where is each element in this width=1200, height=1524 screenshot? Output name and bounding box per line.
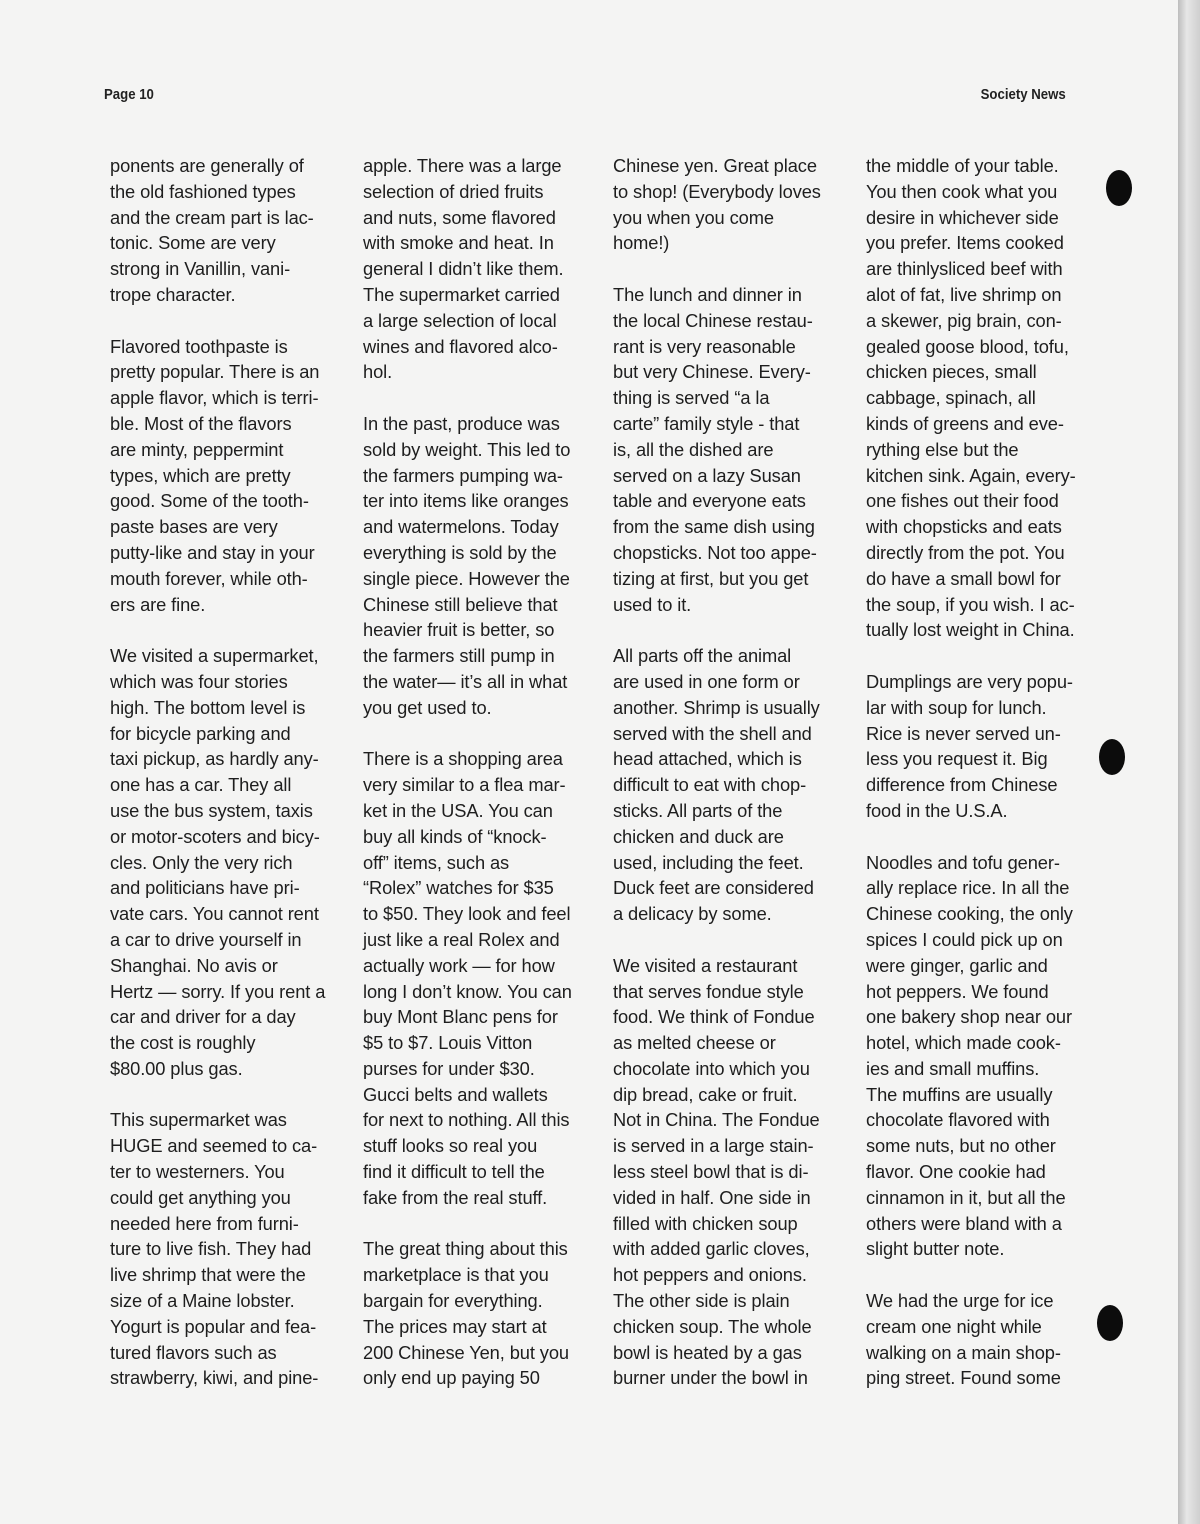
text-line: Yogurt is popular and fea- [110,1315,317,1337]
text-line: to shop! (Everybody loves [613,180,821,202]
text-line: food in the U.S.A. [866,799,1008,821]
text-line: cinnamon in it, but all the [866,1186,1066,1208]
text-line: ture to live fish. They had [110,1238,312,1260]
text-line: rything else but the [866,438,1019,460]
text-line: hot peppers. We found [866,980,1049,1002]
text-line: car and driver for a day [110,1006,296,1028]
text-line: sticks. All parts of the [613,799,783,821]
text-line: Hertz — sorry. If you rent a [110,980,326,1002]
text-line: kitchen sink. Again, every- [866,464,1076,486]
text-line: Flavored toothpaste is [110,335,288,357]
text-line: taxi pickup, as hardly any- [110,748,319,770]
text-line: the old fashioned types [110,180,296,202]
text-line: thing is served “a la [613,387,770,409]
text-line: We visited a restaurant [613,954,798,976]
text-line: ies and small muffins. [866,1057,1040,1079]
text-line: but very Chinese. Every- [613,361,811,383]
text-line: off” items, such as [363,851,510,873]
text-line: a delicacy by some. [613,903,772,925]
text-line: walking on a main shop- [866,1341,1061,1363]
text-line: fake from the real stuff. [363,1186,548,1208]
text-line: less you request it. Big [866,748,1048,770]
text-line: ket in the USA. You can [363,799,553,821]
text-line: were ginger, garlic and [866,954,1048,976]
text-line: the cost is roughly [110,1032,256,1054]
text-line: types, which are pretty [110,464,291,486]
text-line: and nuts, some flavored [363,206,556,228]
text-line: stuff looks so real you [363,1135,538,1157]
text-line: ter to westerners. You [110,1161,285,1183]
paragraph [866,1288,1111,1391]
text-line: and the cream part is lac- [110,206,314,228]
text-line: difficult to eat with chop- [613,774,807,796]
text-line: the water— it’s all in what [363,670,568,692]
text-line: to $50. They look and feel [363,903,571,925]
article-column-3 [613,153,858,1417]
text-line: wines and flavored alco- [363,335,558,357]
text-line: is served in a large stain- [613,1135,814,1157]
text-line: cream one night while [866,1315,1042,1337]
text-line: alot of fat, live shrimp on [866,283,1062,305]
paragraph [363,411,608,721]
paragraph [613,153,858,256]
text-line: Chinese cooking, the only [866,903,1073,925]
text-line: is, all the dished are [613,438,774,460]
text-line: pretty popular. There is an [110,361,320,383]
text-line: as melted cheese or [613,1032,776,1054]
text-line: vate cars. You cannot rent [110,903,319,925]
text-line: another. Shrimp is usually [613,696,820,718]
text-line: The other side is plain [613,1290,790,1312]
paragraph [363,153,608,385]
text-line: head attached, which is [613,748,802,770]
text-line: less steel bowl that is di- [613,1161,809,1183]
text-line: high. The bottom level is [110,696,306,718]
text-line: Chinese still believe that [363,593,558,615]
text-line: do have a small bowl for [866,567,1061,589]
text-line: purses for under $30. [363,1057,535,1079]
text-line: ping street. Found some [866,1367,1061,1389]
text-line: with chopsticks and eats [866,516,1062,538]
text-line: use the bus system, taxis [110,799,313,821]
text-line: are used in one form or [613,670,800,692]
text-line: just like a real Rolex and [363,928,560,950]
text-line: cles. Only the very rich [110,851,293,873]
text-line: everything is sold by the [363,541,557,563]
text-line: strong in Vanillin, vani- [110,258,291,280]
article-column-4 [866,153,1111,1417]
text-line: bowl is heated by a gas [613,1341,802,1363]
page-number: Page 10 [104,86,154,103]
text-line: live shrimp that were the [110,1264,306,1286]
text-line: long I don’t know. You can [363,980,572,1002]
text-line: from the same dish using [613,516,815,538]
text-line: The lunch and dinner in [613,283,802,305]
text-line: Noodles and tofu gener- [866,851,1060,873]
paragraph [613,953,858,1392]
text-line: filled with chicken soup [613,1212,798,1234]
text-line: sold by weight. This led to [363,438,571,460]
text-line: strawberry, kiwi, and pine- [110,1367,319,1389]
text-line: find it difficult to tell the [363,1161,545,1183]
text-line: All parts off the animal [613,645,792,667]
text-line: Rice is never served un- [866,722,1061,744]
text-line: The great thing about this [363,1238,568,1260]
text-line: or motor-scoters and bicy- [110,825,320,847]
text-line: which was four stories [110,670,288,692]
text-line: chicken soup. The whole [613,1315,812,1337]
paragraph [866,153,1111,643]
text-line: heavier fruit is better, so [363,619,555,641]
text-line: used to it. [613,593,692,615]
text-line: a large selection of local [363,309,557,331]
paragraph [110,643,355,1082]
text-line: The supermarket carried [363,283,560,305]
text-line: buy Mont Blanc pens for [363,1006,558,1028]
text-line: a skewer, pig brain, con- [866,309,1062,331]
text-line: Chinese yen. Great place [613,155,817,176]
article-column-2 [363,153,608,1417]
text-line: general I didn’t like them. [363,258,564,280]
paragraph [110,334,355,618]
text-line: needed here from furni- [110,1212,299,1234]
text-line: 200 Chinese Yen, but you [363,1341,569,1363]
text-line: with smoke and heat. In [363,232,554,254]
text-line: actually work — for how [363,954,555,976]
text-line: that serves fondue style [613,980,804,1002]
text-line: served with the shell and [613,722,812,744]
next-page-edge [1178,0,1200,1524]
text-line: one bakery shop near our [866,1006,1072,1028]
text-line: putty-like and stay in your [110,541,315,563]
text-line: ble. Most of the flavors [110,412,292,434]
text-line: mouth forever, while oth- [110,567,308,589]
text-line: lar with soup for lunch. [866,696,1047,718]
text-line: are thinlysliced beef with [866,258,1063,280]
text-line: directly from the pot. You [866,541,1065,563]
text-line: are minty, peppermint [110,438,284,460]
text-line: table and everyone eats [613,490,806,512]
text-line: single piece. However the [363,567,570,589]
text-line: food. We think of Fondue [613,1006,815,1028]
text-line: tured flavors such as [110,1341,277,1363]
text-line: There is a shopping area [363,748,563,770]
text-line: very similar to a flea mar- [363,774,566,796]
text-line: “Rolex” watches for $35 [363,877,554,899]
text-line: apple. There was a large [363,155,562,176]
text-line: hol. [363,361,393,383]
text-line: for next to nothing. All this [363,1109,570,1131]
text-line: gealed goose blood, tofu, [866,335,1069,357]
text-line: good. Some of the tooth- [110,490,309,512]
text-line: the farmers pumping wa- [363,464,563,486]
text-line: rant is very reasonable [613,335,796,357]
text-line: ter into items like oranges [363,490,569,512]
text-line: the local Chinese restau- [613,309,813,331]
text-line: kinds of greens and eve- [866,412,1064,434]
text-line: hotel, which made cook- [866,1032,1061,1054]
publication-title: Society News [980,86,1066,103]
text-line: chocolate flavored with [866,1109,1050,1131]
text-line: The prices may start at [363,1315,547,1337]
text-line: The muffins are usually [866,1083,1053,1105]
text-line: carte” family style - that [613,412,800,434]
paragraph [866,850,1111,1263]
paragraph [363,746,608,1210]
text-line: buy all kinds of “knock- [363,825,547,847]
text-line: vided in half. One side in [613,1186,811,1208]
text-line: chicken and duck are [613,825,784,847]
text-line: the middle of your table. [866,155,1059,176]
text-line: In the past, produce was [363,412,560,434]
text-line: used, including the feet. [613,851,804,873]
text-line: chocolate into which you [613,1057,810,1079]
text-line: you prefer. Items cooked [866,232,1064,254]
text-line: the soup, if you wish. I ac- [866,593,1075,615]
text-line: ponents are generally of [110,155,304,176]
text-line: burner under the bowl in [613,1367,808,1389]
paragraph [866,669,1111,824]
punch-hole [1097,1305,1123,1341]
text-line: only end up paying 50 [363,1367,540,1389]
paragraph [110,153,355,308]
paragraph [110,1107,355,1391]
text-line: one has a car. They all [110,774,292,796]
text-line: hot peppers and onions. [613,1264,807,1286]
text-line: $5 to $7. Louis Vitton [363,1032,533,1054]
text-line: trope character. [110,283,236,305]
text-line: tonic. Some are very [110,232,276,254]
text-line: spices I could pick up on [866,928,1063,950]
text-line: chopsticks. Not too appe- [613,541,817,563]
text-line: you when you come [613,206,774,228]
text-line: some nuts, but no other [866,1135,1056,1157]
text-line: you get used to. [363,696,492,718]
text-line: with added garlic cloves, [613,1238,810,1260]
text-line: chicken pieces, small [866,361,1037,383]
text-line: cabbage, spinach, all [866,387,1036,409]
text-line: a car to drive yourself in [110,928,302,950]
text-line: apple flavor, which is terri- [110,387,319,409]
text-line: slight butter note. [866,1238,1005,1260]
punch-hole [1106,170,1132,206]
text-line: dip bread, cake or fruit. [613,1083,798,1105]
text-line: We had the urge for ice [866,1290,1054,1312]
text-line: ers are fine. [110,593,206,615]
text-line: You then cook what you [866,180,1058,202]
paragraph [613,643,858,927]
text-line: desire in whichever side [866,206,1059,228]
text-line: and watermelons. Today [363,516,559,538]
text-line: and politicians have pri- [110,877,300,899]
text-line: bargain for everything. [363,1290,543,1312]
text-line: others were bland with a [866,1212,1062,1234]
text-line: could get anything you [110,1186,291,1208]
text-line: tually lost weight in China. [866,619,1075,641]
text-line: served on a lazy Susan [613,464,801,486]
text-line: Dumplings are very popu- [866,670,1073,692]
text-line: flavor. One cookie had [866,1161,1046,1183]
paragraph [363,1236,608,1391]
punch-hole [1099,739,1125,775]
text-line: selection of dried fruits [363,180,544,202]
text-line: Not in China. The Fondue [613,1109,820,1131]
text-line: home!) [613,232,670,254]
article-column-1 [110,153,355,1417]
paragraph [613,282,858,617]
text-line: marketplace is that you [363,1264,549,1286]
text-line: This supermarket was [110,1109,287,1131]
text-line: the farmers still pump in [363,645,555,667]
text-line: ally replace rice. In all the [866,877,1070,899]
text-line: one fishes out their food [866,490,1059,512]
text-line: We visited a supermarket, [110,645,319,667]
text-line: Gucci belts and wallets [363,1083,548,1105]
text-line: Duck feet are considered [613,877,814,899]
text-line: HUGE and seemed to ca- [110,1135,318,1157]
text-line: Shanghai. No avis or [110,954,278,976]
text-line: size of a Maine lobster. [110,1290,295,1312]
text-line: for bicycle parking and [110,722,291,744]
text-line: paste bases are very [110,516,278,538]
text-line: $80.00 plus gas. [110,1057,243,1079]
text-line: tizing at first, but you get [613,567,809,589]
text-line: difference from Chinese [866,774,1058,796]
